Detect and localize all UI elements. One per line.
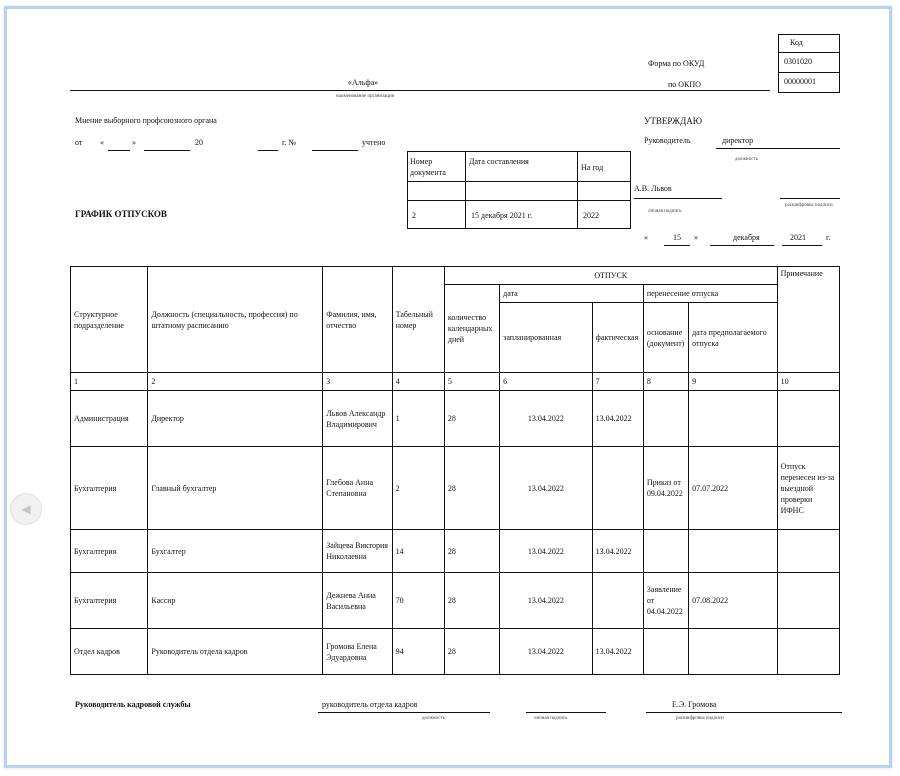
reg-no-line — [312, 150, 358, 151]
col-number: 6 — [500, 373, 592, 391]
col-number: 8 — [643, 373, 688, 391]
doc-table-vline2 — [577, 151, 578, 229]
okud-label: Форма по ОКУД — [648, 59, 705, 68]
page-title: ГРАФИК ОТПУСКОВ — [75, 209, 167, 219]
row-department: Отдел кадров — [71, 629, 148, 675]
approval-transcript-caption: расшифровка подписи — [785, 203, 833, 208]
row-note — [777, 530, 839, 573]
year-line — [258, 150, 278, 151]
row-actual: 13.04.2022 — [592, 629, 643, 675]
reg-no-label: г. № — [282, 138, 297, 147]
col-number: 4 — [392, 373, 444, 391]
row-name: Дежнева Анна Васильевна — [323, 573, 392, 629]
row-basis: Приказ от 09.04.2022 — [643, 447, 688, 530]
quote-open: « — [100, 138, 104, 147]
row-tab: 2 — [392, 447, 444, 530]
row-planned: 13.04.2022 — [500, 573, 592, 629]
col-number: 2 — [148, 373, 323, 391]
h-days: количество календарных дней — [444, 285, 499, 373]
doc-table-vline1 — [465, 151, 466, 229]
row-basis — [643, 629, 688, 675]
row-expected — [689, 530, 777, 573]
row-position: Директор — [148, 391, 323, 447]
okpo-label: по ОКПО — [668, 80, 701, 89]
row-actual: 13.04.2022 — [592, 391, 643, 447]
hr-transcript-caption: расшифровка подписи — [676, 716, 724, 721]
table-row — [71, 391, 840, 447]
row-name: Глебова Анна Степановна — [323, 447, 392, 530]
row-note — [777, 573, 839, 629]
row-name: Громова Елена Эдуардовна — [323, 629, 392, 675]
org-name-line — [70, 90, 770, 91]
row-actual — [592, 447, 643, 530]
h-planned: запланированная — [500, 303, 592, 373]
row-note: Отпуск перенесен из-за выездной проверки ИФНС — [777, 447, 839, 530]
row-days: 28 — [444, 391, 499, 447]
row-position: Бухгалтер — [148, 530, 323, 573]
h-note: Примечание — [777, 267, 839, 373]
union-opinion-label: Мнение выборного профсоюзного органа — [75, 116, 217, 125]
row-tab: 1 — [392, 391, 444, 447]
h-department: Структурное подразделение — [71, 267, 148, 373]
table-row — [71, 629, 840, 675]
row-position: Кассир — [148, 573, 323, 629]
row-actual: 13.04.2022 — [592, 530, 643, 573]
doc-table-hline — [407, 181, 631, 182]
doc-date-header: Дата составления — [469, 157, 529, 166]
row-position: Руководитель отдела кадров — [148, 629, 323, 675]
h-transfer: перенесение отпуска — [643, 285, 777, 303]
row-expected: 07.08.2022 — [689, 573, 777, 629]
row-name: Зайцева Виктория Николаевна — [323, 530, 392, 573]
h-vacation: ОТПУСК — [444, 267, 777, 285]
h-position: Должность (специальность, профессия) по штатному расписанию — [148, 267, 323, 373]
h-tab: Табельный номер — [392, 267, 444, 373]
year-prefix: 20 — [195, 138, 203, 147]
row-basis — [643, 530, 688, 573]
row-department: Бухгалтерия — [71, 447, 148, 530]
considered-label: учтено — [362, 138, 386, 147]
h-name: Фамилия, имя, отчество — [323, 267, 392, 373]
okpo-code: 00000001 — [784, 77, 816, 86]
h-basis: основание (документ) — [643, 303, 688, 373]
row-days: 28 — [444, 447, 499, 530]
approval-year-suffix: г. — [826, 233, 831, 242]
doc-date: 15 декабря 2021 г. — [471, 211, 533, 220]
doc-number: 2 — [412, 211, 416, 220]
approval-signature-caption: личная подпись — [648, 209, 682, 214]
row-note — [777, 629, 839, 675]
chevron-left-icon: ◀ — [21, 502, 31, 516]
approval-year-line — [782, 245, 822, 246]
col-number: 7 — [592, 373, 643, 391]
col-number: 9 — [689, 373, 777, 391]
col-number: 10 — [777, 373, 839, 391]
hr-position: руководитель отдела кадров — [322, 700, 418, 709]
approval-month-line — [710, 245, 774, 246]
row-planned: 13.04.2022 — [500, 447, 592, 530]
code-header: Код — [790, 38, 803, 47]
approval-position: директор — [722, 136, 754, 145]
approve-label: УТВЕРЖДАЮ — [644, 116, 703, 126]
approval-day: 15 — [673, 233, 681, 242]
org-name: «Альфа» — [348, 78, 379, 87]
hr-position-caption: должность — [422, 716, 445, 721]
row-department: Администрация — [71, 391, 148, 447]
hr-signature-caption: личная подпись — [534, 716, 568, 721]
doc-number-header: Номер документа — [410, 157, 446, 177]
row-days: 28 — [444, 530, 499, 573]
row-actual — [592, 573, 643, 629]
row-name: Львов Александр Владимирович — [323, 391, 392, 447]
approval-position-line — [716, 148, 840, 149]
day-line — [108, 150, 130, 151]
row-planned: 13.04.2022 — [500, 391, 592, 447]
row-tab: 94 — [392, 629, 444, 675]
approval-year: 2021 — [790, 233, 806, 242]
hr-signature-line — [526, 712, 606, 713]
doc-year: 2022 — [583, 211, 599, 220]
row-basis — [643, 391, 688, 447]
row-tab: 70 — [392, 573, 444, 629]
row-planned: 13.04.2022 — [500, 629, 592, 675]
approval-quote-close: » — [694, 233, 698, 242]
row-planned: 13.04.2022 — [500, 530, 592, 573]
okud-code: 0301020 — [784, 57, 812, 66]
approval-quote-open: « — [644, 233, 648, 242]
row-tab: 14 — [392, 530, 444, 573]
row-expected — [689, 629, 777, 675]
row-days: 28 — [444, 629, 499, 675]
vacation-table — [70, 266, 840, 675]
table-row — [71, 573, 840, 629]
hr-position-line — [318, 712, 490, 713]
code-header-box — [778, 34, 840, 53]
row-expected — [689, 391, 777, 447]
table-row — [71, 530, 840, 573]
col-number: 3 — [323, 373, 392, 391]
row-expected: 07.07.2022 — [689, 447, 777, 530]
from-label: от — [75, 138, 83, 147]
table-row — [71, 447, 840, 530]
col-number: 1 — [71, 373, 148, 391]
quote-close: » — [132, 138, 136, 147]
hr-head-label: Руководитель кадровой службы — [75, 700, 191, 709]
approval-month: декабря — [733, 233, 760, 242]
col-number: 5 — [444, 373, 499, 391]
head-label: Руководитель — [644, 136, 691, 145]
h-actual: фактическая — [592, 303, 643, 373]
approval-day-line — [664, 245, 690, 246]
approval-transcript-line — [780, 198, 840, 199]
hr-name-line — [646, 712, 842, 713]
approval-name: А.В. Львов — [634, 184, 672, 193]
previous-page-button[interactable] — [10, 493, 42, 525]
row-position: Главный бухгалтер — [148, 447, 323, 530]
h-date: дата — [500, 285, 644, 303]
doc-year-header: На год — [581, 163, 604, 172]
row-department: Бухгалтерия — [71, 573, 148, 629]
hr-name: Е.Э. Громова — [672, 700, 717, 709]
row-department: Бухгалтерия — [71, 530, 148, 573]
h-expected: дата предполагаемого отпуска — [689, 303, 777, 373]
doc-table-hline2 — [407, 200, 631, 201]
row-basis: Заявление от 04.04.2022 — [643, 573, 688, 629]
approval-position-caption: должность — [735, 157, 758, 162]
org-caption: наименование организации — [336, 94, 395, 99]
row-note — [777, 391, 839, 447]
row-days: 28 — [444, 573, 499, 629]
approval-signature-line — [634, 198, 722, 199]
month-line — [144, 150, 190, 151]
